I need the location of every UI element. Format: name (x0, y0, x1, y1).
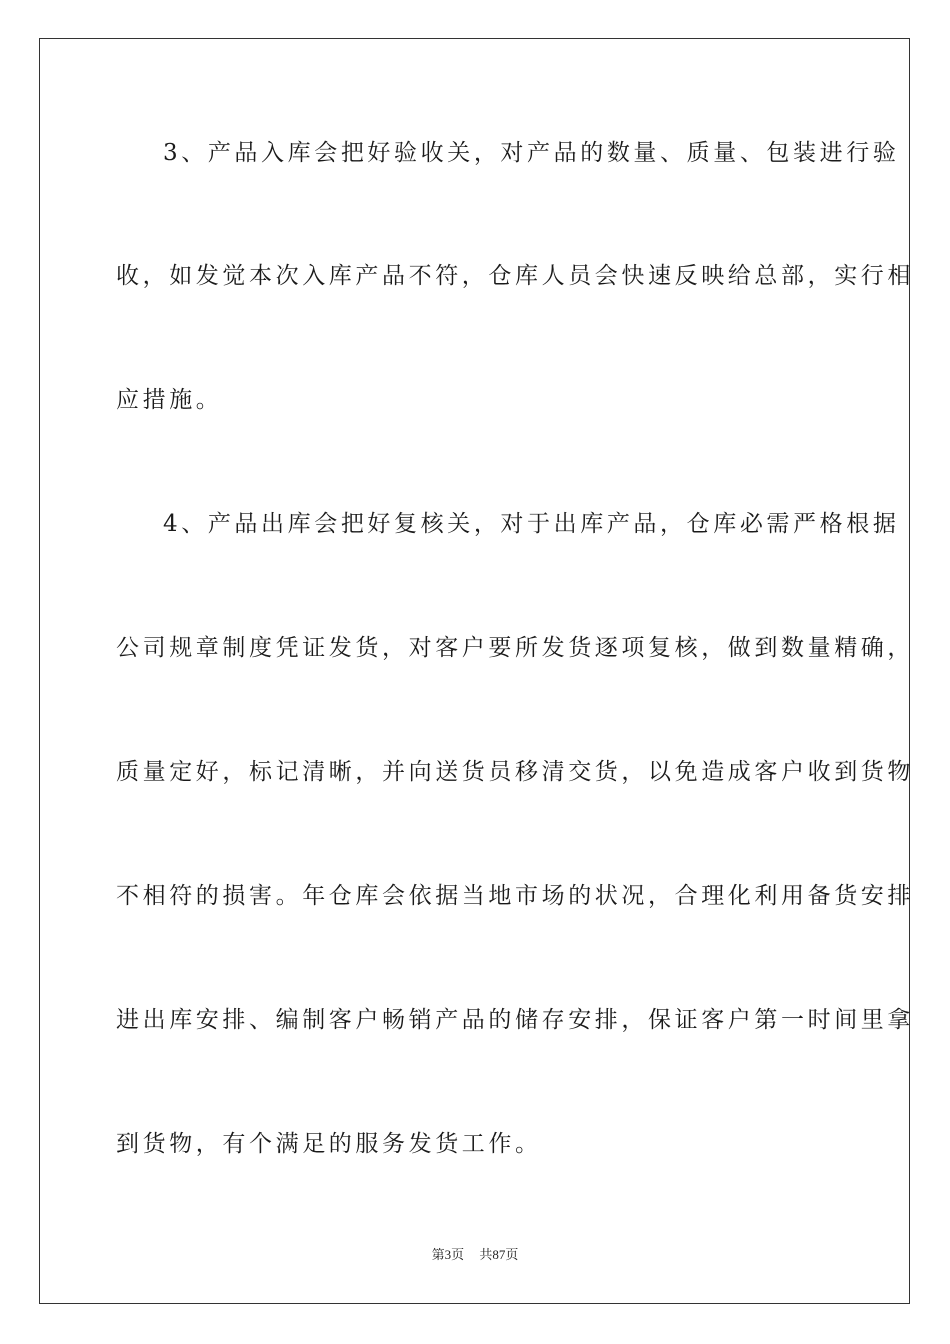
text-line: 进出库安排、编制客户畅销产品的储存安排，保证客户第一时间里拿 (116, 1007, 914, 1033)
page-border (39, 38, 914, 1304)
text-line: 应措施。 (116, 387, 223, 413)
text-line: 3、产品入库会把好验收关，对产品的数量、质量、包装进行验 (163, 140, 900, 166)
page-number: 第3页 (431, 1247, 465, 1262)
text-line: 质量定好，标记清晰，并向送货员移清交货，以免造成客户收到货物 (116, 759, 914, 785)
text-line: 不相符的损害。年仓库会依据当地市场的状况，合理化利用备货安排 (116, 883, 914, 909)
text-line: 公司规章制度凭证发货，对客户要所发货逐项复核，做到数量精确， (116, 635, 914, 661)
page-total: 共87页 (479, 1247, 519, 1262)
page-footer (0, 1244, 950, 1263)
text-line: 到货物，有个满足的服务发货工作。 (116, 1131, 542, 1157)
text-line: 4、产品出库会把好复核关，对于出库产品，仓库必需严格根据 (163, 511, 900, 537)
text-line: 收，如发觉本次入库产品不符，仓库人员会快速反映给总部，实行相 (116, 263, 914, 289)
